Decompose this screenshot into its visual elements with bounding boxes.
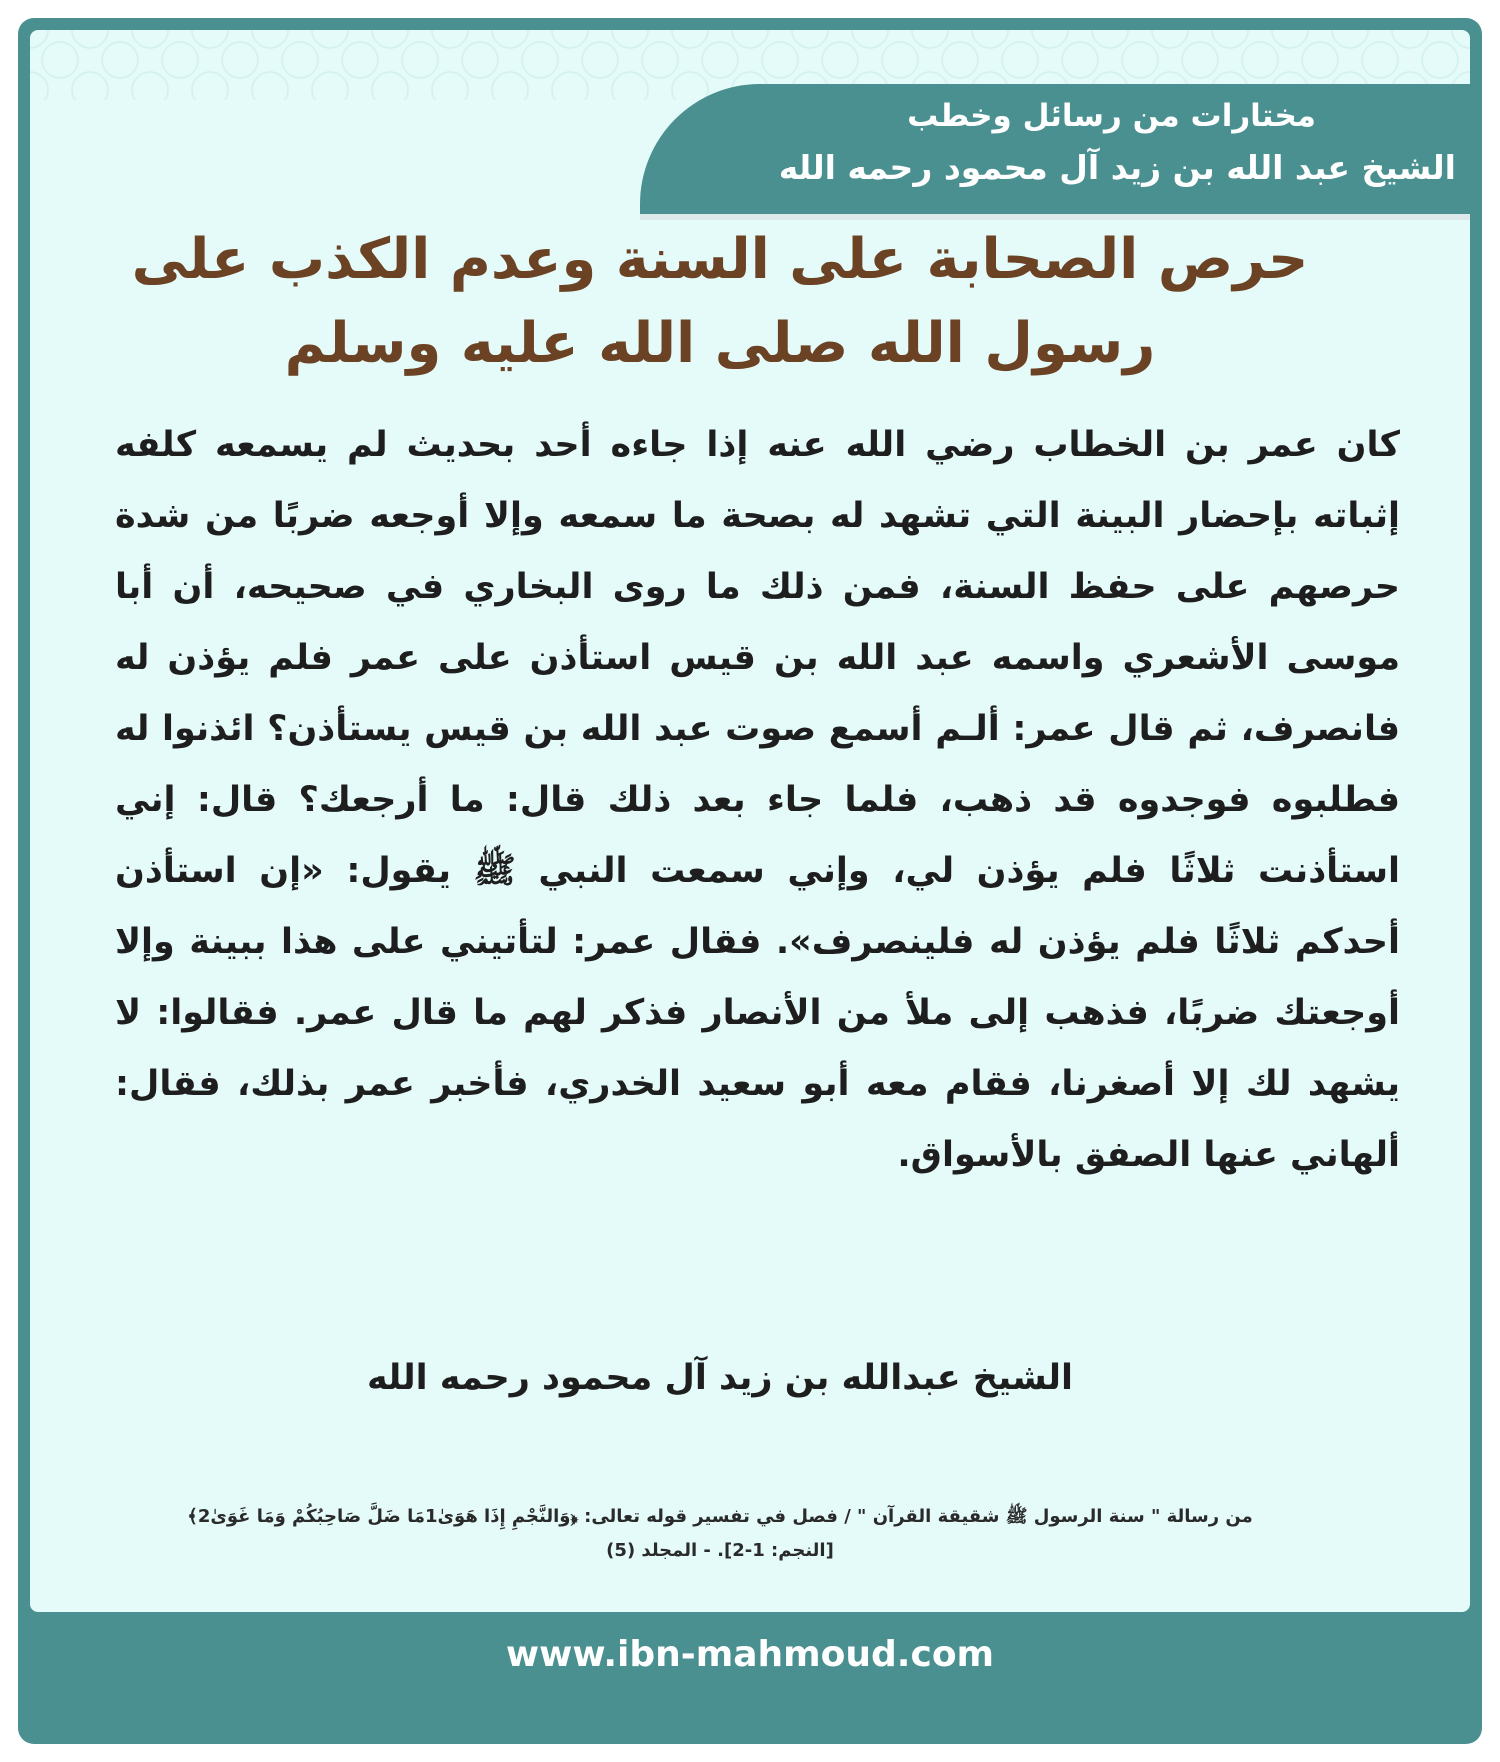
author-signature: الشيخ عبدالله بن زيد آل محمود رحمه الله bbox=[366, 1358, 1074, 1398]
reference-line-2: [النجم: 1-2]. - المجلد (5) bbox=[606, 1540, 834, 1561]
source-reference bbox=[60, 1500, 1380, 1568]
article-body: كان عمر بن الخطاب رضي الله عنه إذا جاءه أحد بحديث لم يسمعه كلفه إثباته بإحضار البينة التي تشهد له بصحة ما سمعه وإلا أوجعه ضربًا من شدة حرصهم على حفظ السنة، فمن ذلك ما روى البخاري في صحيحه، أن أبا موسى الأشعري واسمه عبد الله بن قيس استأذن على عمر فلم يؤذن له فانصرف، ثم قال عمر: ألـم أسمع صوت عبد الله بن قيس يستأذن؟ ائذنوا له فطلبوه فوجدوه قد ذهب، فلما جاء بعد ذلك قال: ما أرجعك؟ قال: إني استأذنت ثلاثًا فلم يؤذن لي، وإني سمعت النبي ﷺ يقول: «إن استأذن أحدكم ثلاثًا فلم يؤذن له فلينصرف». فقال عمر: لتأتيني على هذا ببينة وإلا أوجعتك ضربًا، فذهب إلى ملأ من الأنصار فذكر لهم ما قال عمر. فقالوا: لا يشهد لك إلا أصغرنا، فقام معه أبو سعيد الخدري، فأخبر عمر بذلك، فقال: ألهاني عنها الصفق بالأسواق. bbox=[115, 425, 1400, 1175]
reference-line-1: من رسالة " سنة الرسول ﷺ شقيقة القرآن " / فصل في تفسير قوله تعالى: ﴿وَالنَّجْمِ إِذَا هَوَىٰ1مَا ضَلَّ صَاحِبُكُمْ وَمَا غَوَىٰ2﴾ bbox=[187, 1506, 1253, 1527]
series-header bbox=[656, 92, 1456, 196]
website-link[interactable]: www.ibn-mahmoud.com bbox=[505, 1634, 995, 1675]
series-title: مختارات من رسائل وخطب bbox=[907, 98, 1316, 134]
article-title: حرص الصحابة على السنة وعدم الكذب على رسول الله صلى الله عليه وسلم bbox=[131, 227, 1309, 376]
series-author: الشيخ عبد الله بن زيد آل محمود رحمه الله bbox=[778, 148, 1456, 187]
